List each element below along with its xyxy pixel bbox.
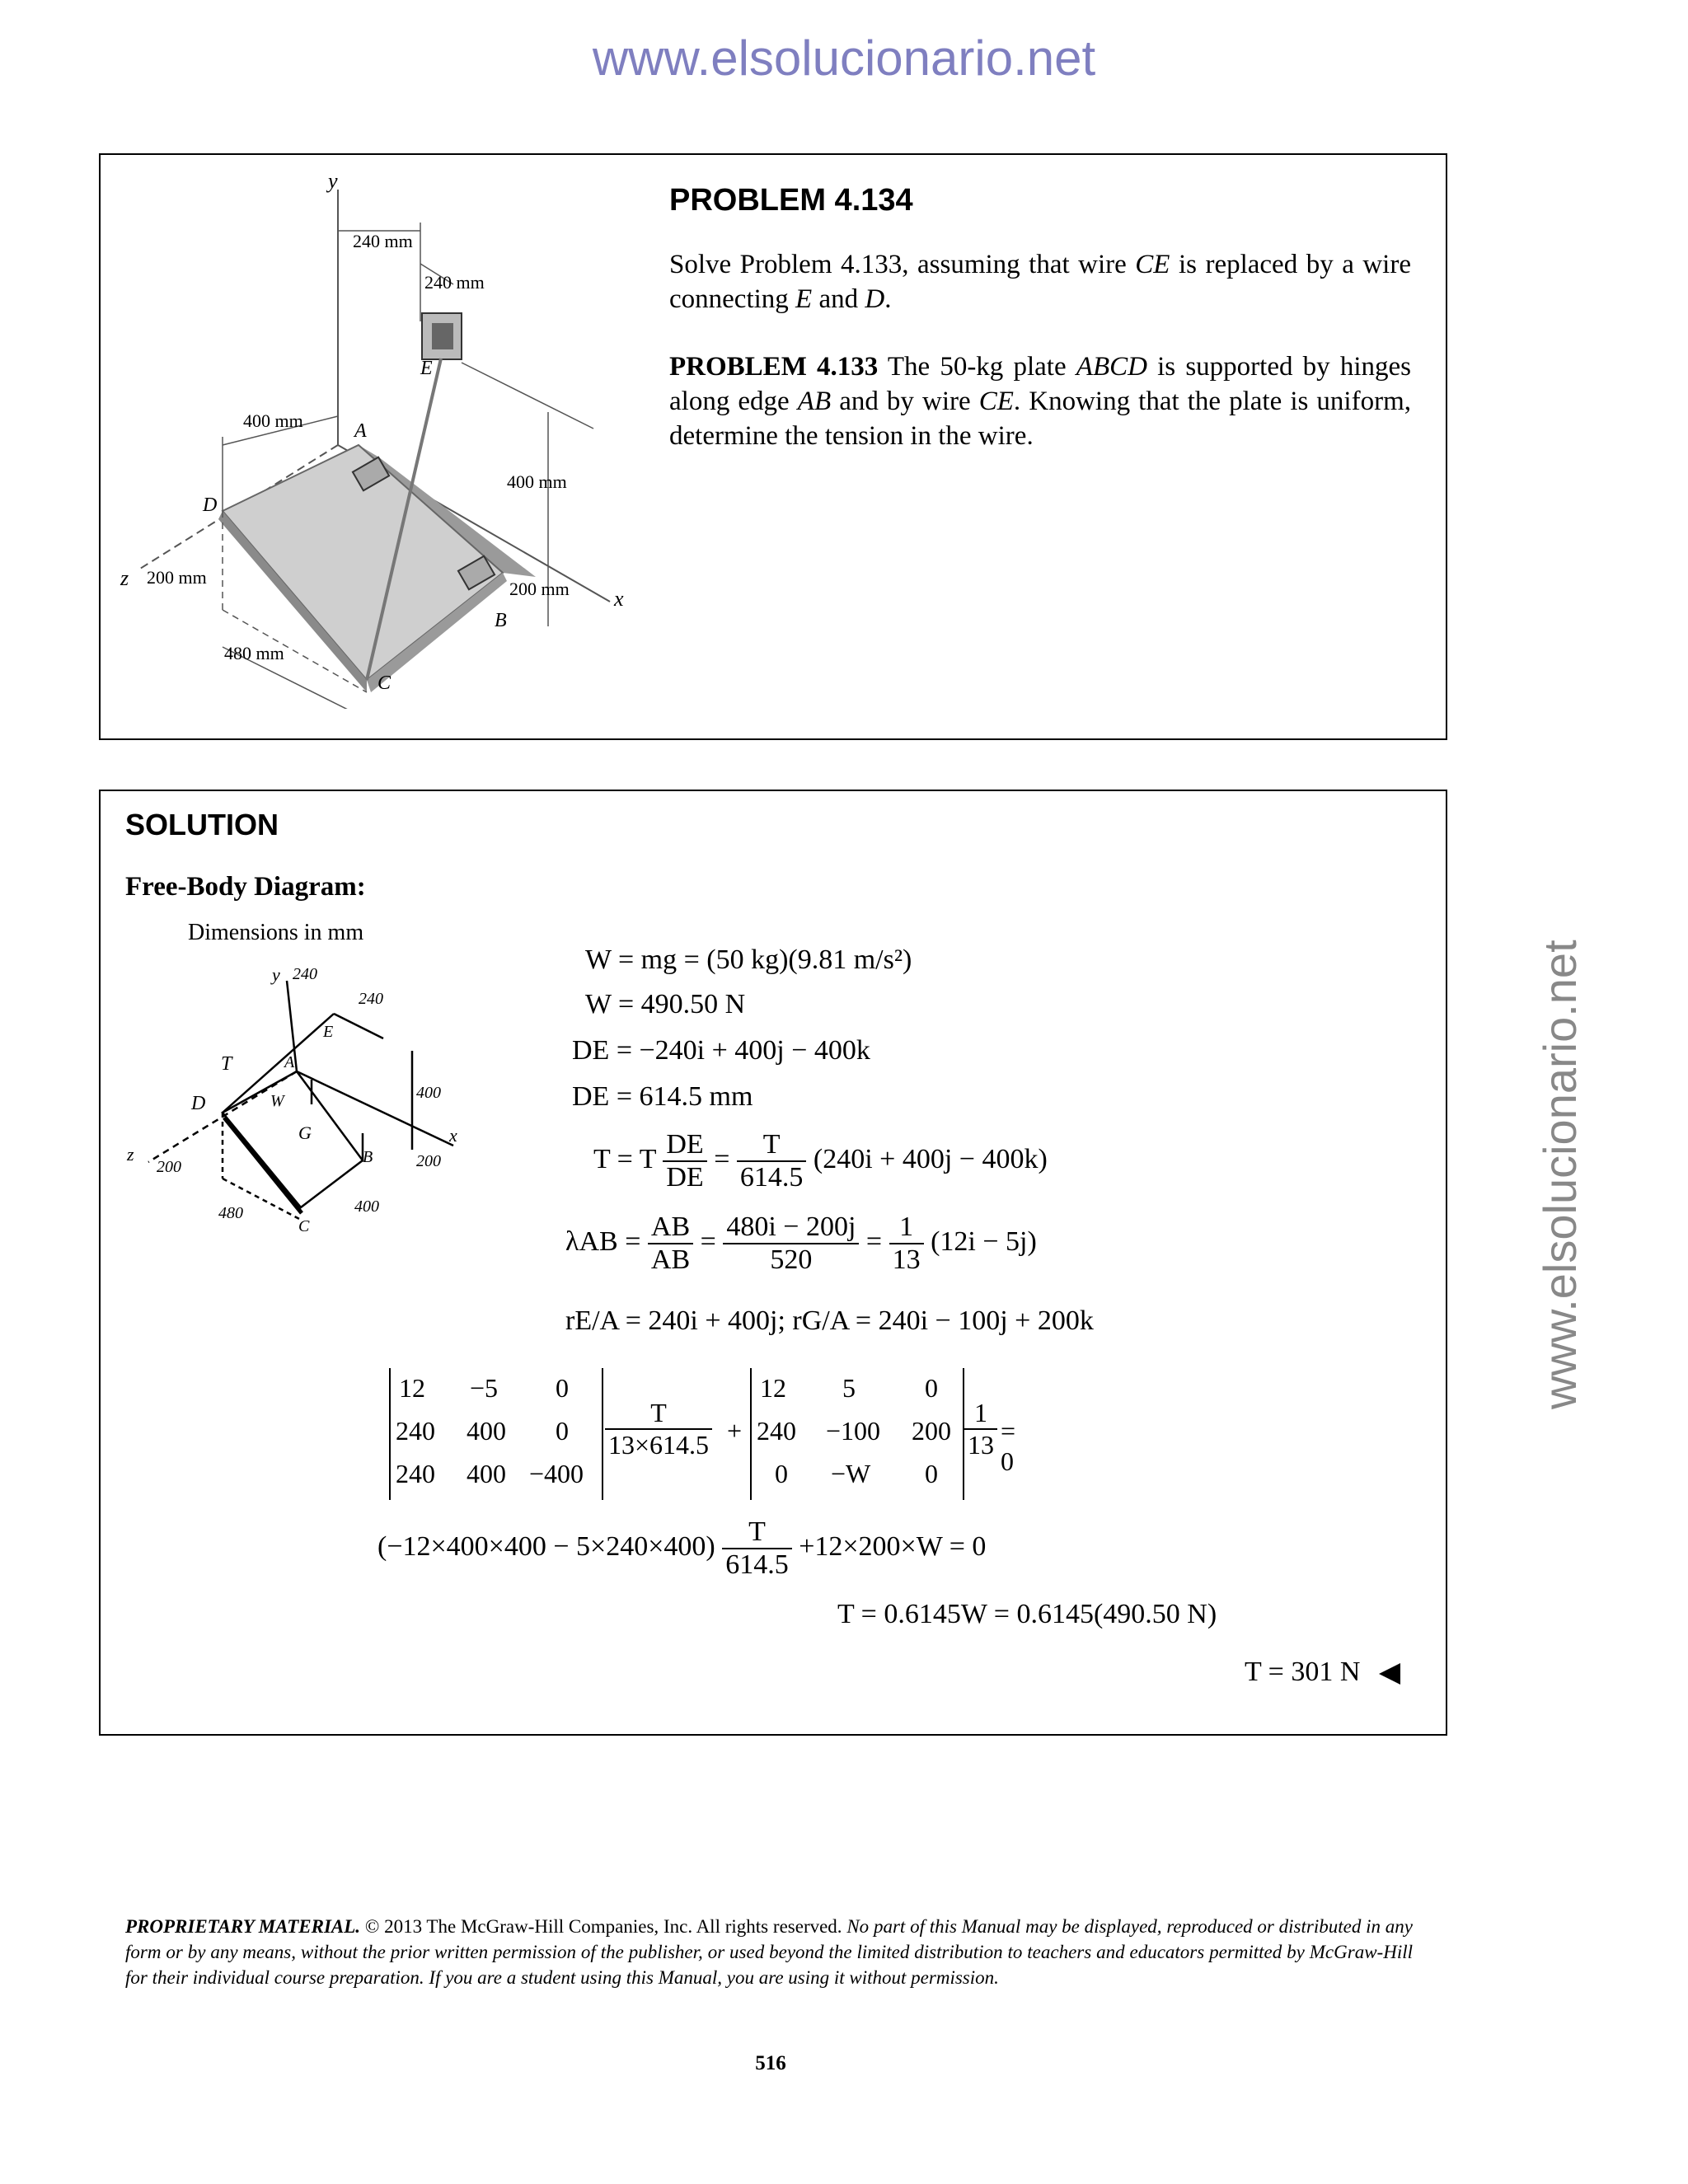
- sketch-g: G: [298, 1122, 312, 1143]
- eq6-frac2: [723, 1212, 859, 1276]
- det2-matrix: [750, 1368, 964, 1500]
- p2-text-f: CE: [978, 387, 1014, 416]
- text: 1: [889, 1212, 924, 1244]
- footer-bold: PROPRIETARY MATERIAL.: [125, 1916, 361, 1937]
- sketch-400b: 400: [354, 1197, 379, 1216]
- sketch-t: T: [221, 1053, 232, 1075]
- problem-statement: [669, 247, 1411, 316]
- p2-text-b: ABCD: [1076, 352, 1147, 382]
- problem-figure: [115, 165, 643, 709]
- sketch-d: D: [191, 1093, 206, 1114]
- label-a: A: [354, 420, 367, 442]
- text: 0: [556, 1373, 569, 1403]
- text: −100: [826, 1416, 881, 1446]
- text: 240: [396, 1416, 435, 1446]
- eq5-frac2: [737, 1129, 807, 1193]
- p2-label: PROBLEM 4.133: [669, 352, 879, 382]
- text: 0: [925, 1373, 938, 1403]
- eq-weight-value: W = 490.50 N: [585, 989, 746, 1019]
- det-equals-zero: = 0: [1001, 1416, 1016, 1476]
- label-240b: 240 mm: [424, 272, 485, 293]
- sketch-w: W: [270, 1092, 284, 1110]
- text: −5: [470, 1373, 499, 1403]
- dim-400b-ext: [462, 363, 593, 429]
- eq6-frac3: [889, 1212, 924, 1276]
- sketch-z: z: [127, 1144, 134, 1165]
- problem-title: PROBLEM 4.134: [669, 183, 913, 218]
- eq5-rhs: (240i + 400j − 400k): [813, 1143, 1048, 1174]
- sketch-plate-edge: [224, 1118, 302, 1213]
- p1-text-e: and: [812, 284, 865, 314]
- label-e: E: [420, 358, 433, 379]
- fbd-heading: Free-Body Diagram:: [125, 872, 366, 902]
- text: 400: [467, 1459, 506, 1488]
- p2-text-e: and by wire: [831, 387, 979, 416]
- solution-heading: SOLUTION: [125, 808, 279, 841]
- p2-text-c: is supported by hinges along edge: [669, 352, 1411, 416]
- p1-text-b: CE: [1135, 250, 1170, 279]
- text: −400: [529, 1459, 584, 1488]
- eq-length-de: DE = 614.5 mm: [572, 1081, 753, 1112]
- sketch-200b: 200: [416, 1152, 441, 1170]
- det1-matrix: [389, 1368, 603, 1500]
- eq6-lhs: λAB =: [565, 1226, 641, 1257]
- text: DE: [663, 1129, 706, 1162]
- bracket-e-inner: [432, 323, 453, 349]
- eq5-equals: =: [714, 1143, 730, 1174]
- p2-text-g: . Knowing that the plate is uniform, determine the tension in the wire.: [669, 387, 1411, 451]
- sketch-b: B: [363, 1148, 373, 1166]
- sketch-c: C: [298, 1217, 310, 1235]
- label-240a: 240 mm: [353, 231, 413, 251]
- label-x: x: [614, 587, 624, 611]
- det2-factor: [964, 1398, 997, 1460]
- det1-factor: [605, 1398, 712, 1460]
- label-200a: 200 mm: [147, 567, 207, 588]
- p1-text-g: .: [884, 284, 892, 314]
- text: 5: [842, 1373, 856, 1403]
- text: −W: [831, 1459, 871, 1488]
- text: T: [737, 1129, 807, 1162]
- eq6-rhs: (12i − 5j): [931, 1226, 1037, 1257]
- text: 520: [770, 1244, 813, 1275]
- text: 400: [467, 1416, 506, 1446]
- sketch-400: 400: [416, 1084, 441, 1102]
- label-d: D: [203, 494, 218, 516]
- problem-reference: [669, 349, 1411, 453]
- eq6-frac1: [648, 1212, 693, 1276]
- sketch-240b: 240: [359, 990, 383, 1008]
- text: 240: [757, 1416, 796, 1446]
- eq-tension-vector: [593, 1129, 1048, 1193]
- label-y: y: [328, 169, 338, 193]
- label-400b: 400 mm: [507, 471, 567, 492]
- footer-notice: [125, 1914, 1413, 1990]
- eq8-lhs: (−12×400×400 − 5×240×400): [377, 1530, 715, 1562]
- text: 240: [396, 1459, 435, 1488]
- eq-moment-expansion: [377, 1516, 986, 1581]
- text: 0: [556, 1416, 569, 1446]
- sketch-y: y: [272, 964, 280, 985]
- footer-italic: No part of this Manual may be displayed, reproduced or distributed in any form or by any means, without the prior written permission of the publisher, or used beyond the limited distribution to teachers and educators permitted by McGraw-Hill for their individual course preparation. If you are a student using this Manual, you are using it without permission.: [125, 1916, 1413, 1988]
- text: 13×614.5: [608, 1430, 710, 1460]
- text: AB: [650, 1244, 691, 1275]
- eq-weight: W = mg = (50 kg)(9.81 m/s²): [585, 944, 912, 975]
- text: AB: [648, 1212, 693, 1244]
- answer-marker-icon: [1379, 1663, 1400, 1685]
- label-c: C: [377, 673, 392, 694]
- p1-text-a: Solve Problem 4.133, assuming that wire: [669, 250, 1136, 279]
- text: 614.5: [739, 1162, 804, 1193]
- text: 13: [968, 1430, 994, 1460]
- dimensions-note: Dimensions in mm: [188, 920, 364, 945]
- eq5-frac1: [663, 1129, 706, 1193]
- eq-lambda-ab: λAB = $\frac{AB}{AB}$ = $\frac{480i - 200j}{520}$ = $\frac{1}{13}$ (12i − 5j): [565, 1212, 1037, 1275]
- eq-vector-de: DE = −240i + 400j − 400k: [572, 1035, 870, 1066]
- p1-text-c: is replaced by a wire connecting: [669, 250, 1411, 314]
- p1-text-f: D: [865, 284, 885, 314]
- det-plus: +: [727, 1416, 743, 1446]
- text: T: [722, 1516, 792, 1549]
- determinant-equation: [389, 1368, 1015, 1500]
- sketch-200a: 200: [157, 1158, 181, 1176]
- eq-position-vectors: rE/A = 240i + 400j; rG/A = 240i − 100j + 200k: [565, 1305, 1094, 1336]
- eq8-frac: [722, 1516, 792, 1581]
- eq-tension-solve: T = 0.6145W = 0.6145(490.50 N): [837, 1599, 1217, 1629]
- label-200b: 200 mm: [509, 579, 570, 599]
- answer: [1245, 1657, 1400, 1688]
- sketch-x: x: [449, 1125, 457, 1146]
- p1-text-d: E: [795, 284, 813, 314]
- page-number: 516: [755, 2052, 786, 2074]
- text: DE: [666, 1162, 704, 1193]
- answer-text: T = 301 N: [1245, 1657, 1361, 1687]
- p2-text-d: AB: [797, 387, 832, 416]
- sketch-e: E: [323, 1023, 334, 1041]
- sketch-dim-240: [334, 1014, 383, 1038]
- eq5-lhs: T = T: [593, 1143, 656, 1174]
- text: 13: [892, 1244, 921, 1275]
- label-z: z: [120, 566, 129, 590]
- watermark-top: www.elsolucionario.net: [592, 30, 1096, 86]
- sketch-a: A: [284, 1053, 295, 1071]
- sketch-x-axis: [297, 1071, 453, 1146]
- text: 12: [760, 1373, 786, 1403]
- text: 0: [775, 1459, 788, 1488]
- text: 480i − 200j: [723, 1212, 859, 1244]
- watermark-side: www.elsolucionario.net: [1534, 940, 1586, 1409]
- text: 12: [399, 1373, 425, 1403]
- text: 0: [925, 1459, 938, 1488]
- text: T: [605, 1398, 712, 1430]
- label-400a: 400 mm: [243, 410, 303, 431]
- label-480: 480 mm: [224, 643, 284, 663]
- text: 614.5: [725, 1549, 789, 1580]
- sketch-240a: 240: [293, 965, 317, 983]
- label-b: B: [495, 610, 507, 631]
- eq8-rhs: +12×200×W = 0: [799, 1530, 987, 1562]
- footer-plain: © 2013 The McGraw-Hill Companies, Inc. All rights reserved.: [360, 1916, 847, 1937]
- text: 1: [964, 1398, 997, 1430]
- p2-text-a: The 50-kg plate: [878, 352, 1076, 382]
- fbd-sketch: [115, 956, 495, 1253]
- text: 200: [912, 1416, 951, 1446]
- sketch-480: 480: [218, 1204, 243, 1222]
